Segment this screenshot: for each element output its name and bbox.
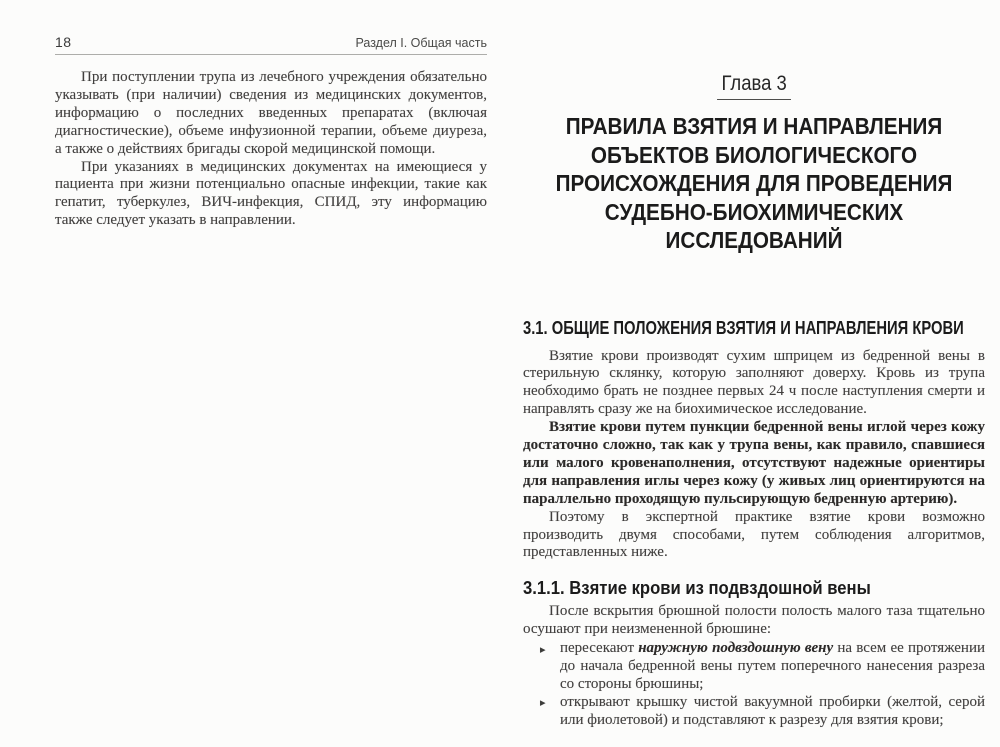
chapter-title-line: ОБЪЕКТОВ БИОЛОГИЧЕСКОГО (590, 141, 918, 168)
triangle-bullet-icon: ▸ (540, 642, 546, 656)
bullet-1-emphasis: наружную подвздошную вену (638, 640, 834, 657)
running-head (55, 34, 487, 55)
chapter-title-line: СУДЕБНО-БИОХИМИЧЕСКИХ (604, 198, 904, 225)
left-paragraph-1: При поступлении трупа из лечебного учреждения обязательно указывать (при наличии) сведения из медицинских документов, информацию о последних введенных препаратах (включая диагностические), объеме инфузионной терапии, объеме диуреза, а также о действиях бригады скорой медицинской помощи. (55, 69, 487, 157)
chapter-title-line: ИССЛЕДОВАНИЙ (665, 227, 843, 253)
right-page (523, 72, 985, 730)
left-paragraph-2: При указаниях в медицинских документах на имеющиеся у пациента при жизни потенциально опасные инфекции, такие как гепатит, туберкулез, ВИЧ-инфекция, СПИД, эту информацию также следует указать в направлении. (55, 158, 487, 229)
chapter-label (523, 72, 985, 100)
bullet-1-prefix: пересекают (560, 640, 639, 657)
triangle-bullet-icon: ▸ (540, 696, 546, 710)
right-paragraph-2-bold: Взятие крови путем пункции бедренной вены иглой через кожу достаточно сложно, так как у трупа вены, как правило, спавшиеся или малого кровенаполнения, отсутствуют надежные ориентиры для направления иглы через кожу (у живых лиц ориентируются на параллельно проходящую пульсирующую бедренную артерию). (523, 419, 985, 507)
bullet-item-2 (538, 694, 985, 730)
chapter-label-text: Глава 3 (717, 72, 791, 100)
right-paragraph-3: Поэтому в экспертной практике взятие крови возможно производить двумя способами, путем соблюдения алгоритмов, представленных ниже. (523, 508, 985, 561)
section-heading-3-1: 3.1. ОБЩИЕ ПОЛОЖЕНИЯ ВЗЯТИЯ И НАПРАВЛЕНИЯ КРОВИ (523, 317, 964, 338)
right-paragraph-4: После вскрытия брюшной полости полость малого таза тщательно осушают при неизмененной брюшине: (523, 603, 985, 638)
left-page (55, 34, 487, 230)
running-head-title: Раздел I. Общая часть (355, 36, 487, 50)
subsection-heading-3-1-1: 3.1.1. Взятие крови из подвздошной вены (523, 577, 871, 599)
procedure-bullet-list (523, 640, 985, 730)
bullet-1-suffix: на всем ее протяжении до начала бедренной вены путем поперечного нанесения разреза со стороны брюшины; (560, 640, 985, 692)
chapter-title (523, 112, 985, 255)
chapter-title-line: ПРОИСХОЖДЕНИЯ ДЛЯ ПРОВЕДЕНИЯ (555, 170, 953, 196)
bullet-2-prefix: открывают крышку чистой вакуумной пробирки (желтой, серой или фиолетовой) и подставляют к разрезу для взятия крови; (560, 693, 985, 728)
chapter-title-line: ПРАВИЛА ВЗЯТИЯ И НАПРАВЛЕНИЯ (565, 113, 943, 139)
bullet-item-1 (538, 640, 985, 694)
page-number: 18 (55, 34, 72, 50)
right-paragraph-1: Взятие крови производят сухим шприцем из бедренной вены в стерильную склянку, которую заполняют доверху. Кровь из трупа необходимо брать не позднее первых 24 ч после наступления смерти и направлять сразу же на биохимическое исследование. (523, 347, 985, 418)
